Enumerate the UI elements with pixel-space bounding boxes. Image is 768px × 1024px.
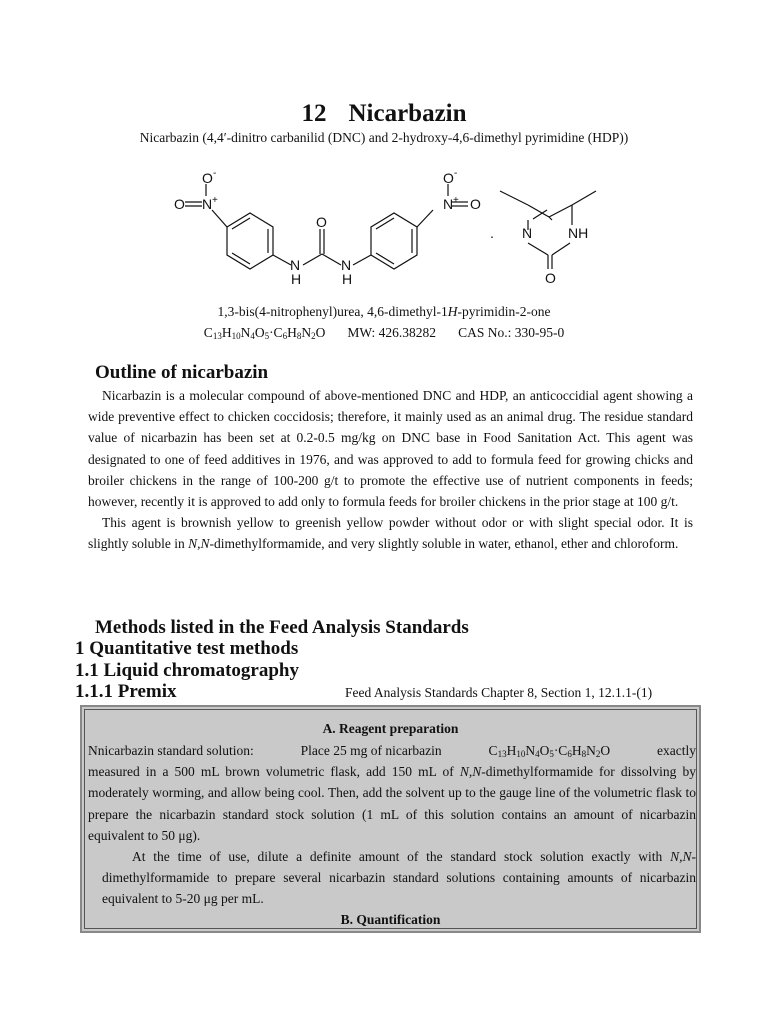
svg-text:N: N [290,257,301,273]
outline-body [88,385,693,555]
salt-dot: . [490,225,494,241]
formula-line [0,325,768,341]
svg-text:H: H [291,271,302,287]
outline-heading: Outline of nicarbazin [95,362,269,383]
section-1-heading: 1 Quantitative test methods [75,638,299,659]
dilution-paragraph: At the time of use, dilute a definite amount of the standard stock solution exactly with N,N-dimethylformamide to prepare several nicarbazin standard solutions containing amounts of nicarbazin equivalent to 5-20 μg per mL. [102,849,696,907]
molecular-weight: MW: 426.38282 [347,325,437,340]
svg-text:NH: NH [568,225,589,241]
cas-number: CAS No.: 330-95-0 [458,325,565,340]
section-1-1-heading: 1.1 Liquid chromatography [75,660,299,681]
carbonyl-o: O [316,214,327,230]
nitro-n-right: N [443,196,454,212]
methods-heading: Methods listed in the Feed Analysis Standards [95,617,469,638]
nitro-o-minus-right: O [443,170,454,186]
chapter-number: 12 [301,100,327,127]
page-title [0,100,768,128]
chemical-structure [150,165,630,290]
svg-text:+: + [212,195,218,206]
svg-text:-: - [213,168,217,179]
page-subtitle: Nicarbazin (4,4′-dinitro carbanilid (DNC) and 2-hydroxy-4,6-dimethyl pyrimidine (HDP)) [139,130,629,145]
molecular-formula: $C_{13}H_{10}N_4O_5\cdot C_6H_8N_2O$ [203,325,326,341]
svg-text:+: + [453,195,459,206]
svg-text:N: N [341,257,352,273]
svg-text:N: N [522,225,533,241]
reagent-preparation-body: Nnicarbazin standard solution: Place 25 mg of nicarbazin $C_{13}H_{10}N_4O_5\cdot C_6H_8N_2O$ exactly measured in a 500 mL brown volumetric flask, add 150 mL of N,N-dimethylformamide for dissolving by moderately worming, and allow being cool. Then, add the solvent up to the gauge line of the volumetric flask to prepare the nicarbazin standard stock solution (1 mL of this solution contains an amount of nicarbazin equivalent to 50 μg). At the time of use, dilute a definite amount of the standard stock solution exactly with N,N-dimethylformamide to prepare several nicarbazin standard solutions containing amounts of nicarbazin equivalent to 5-20 μg per mL. [88,740,696,910]
pyrimidinone-o: O [545,270,556,286]
outline-paragraph-2: This agent is brownish yellow to greenish yellow powder without odor or with slight special odor. It is slightly soluble in N,N-dimethylformamide, and very slightly soluble in water, ethanol, ether and chloroform. [88,515,693,552]
chapter-title: Nicarbazin [348,100,467,127]
standard-solution-paragraph: Nnicarbazin standard solution: Place 25 mg of nicarbazin $C_{13}H_{10}N_4O_5\cdot C_6H_8N_2O$ exactly [88,743,696,759]
iupac-name: 1,3-bis(4-nitrophenyl)urea, 4,6-dimethyl-1H-pyrimidin-2-one [217,304,551,319]
outline-paragraph-1: Nicarbazin is a molecular compound of above-mentioned DNC and HDP, an anticoccidial agent showing a wide preventive effect to chicken coccidosis; therefore, it mainly used as an animal drug. The residue standard value of nicarbazin has been set at 0.2-0.5 mg/kg on DNC base in Food Sanitation Act. This agent was designated to one of feed additives in 1976, and was approved to add to formula feed for growing chicks and broiler chickens in the range of 100-200 g/t to promote the effective use of nutrient components in feeds; however, recently it is approved to add only to formula feeds for broiler chickens in the prior stage at 100 g/t. [88,388,693,510]
svg-text:O: O [470,196,481,212]
svg-text:O: O [174,196,185,212]
procedure-box [80,705,701,933]
reagent-preparation-heading: A. Reagent preparation [322,721,459,736]
svg-text:-: - [454,168,458,179]
svg-text:H: H [342,271,353,287]
quantification-heading: B. Quantification [340,912,441,927]
standards-reference: Feed Analysis Standards Chapter 8, Section 1, 12.1.1-(1) [345,685,653,700]
nitro-o-minus-left: O [202,170,213,186]
section-1-1-1-heading: 1.1.1 Premix [75,681,177,702]
nitro-n-left: N [202,196,213,212]
